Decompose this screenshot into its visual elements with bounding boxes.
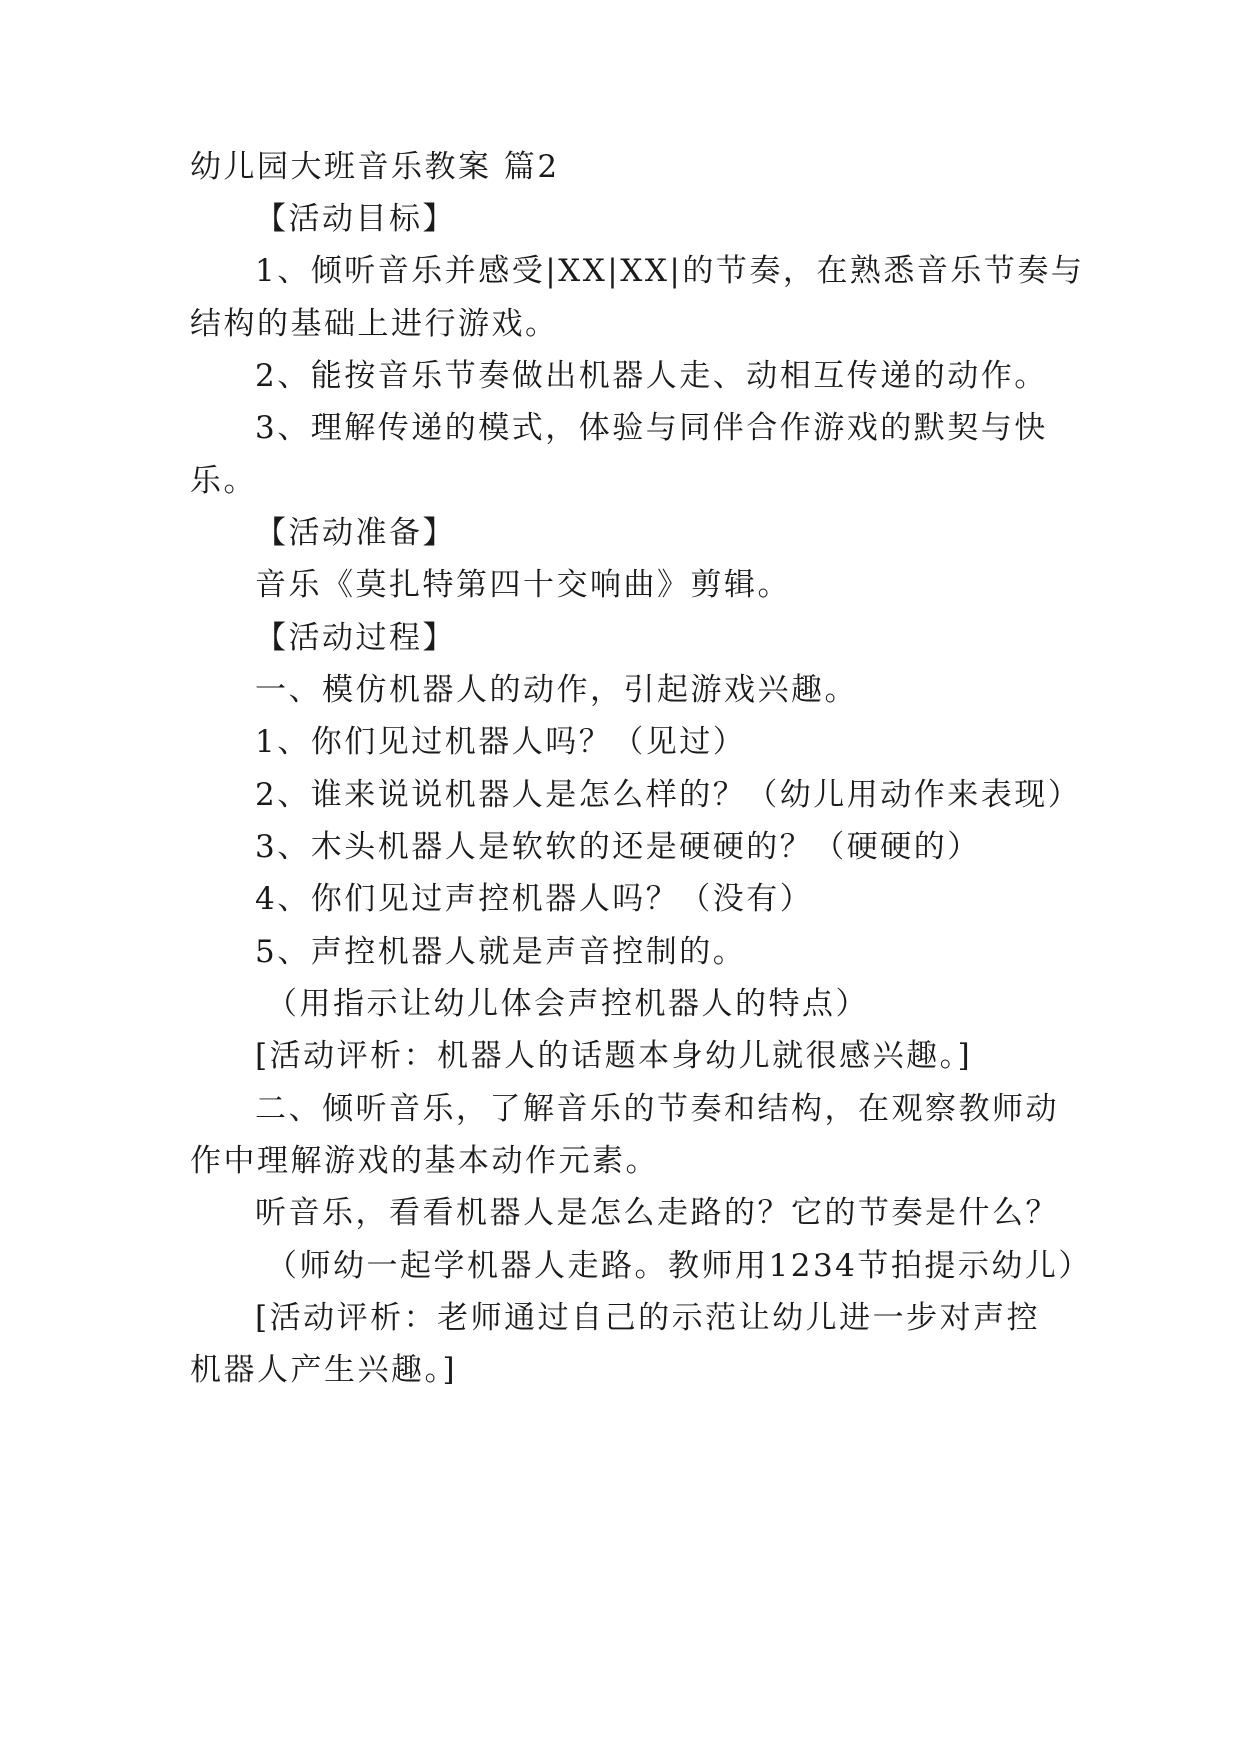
paragraph-line: 3、理解传递的模式，体验与同伴合作游戏的默契与快 [255,410,1048,446]
section-heading-goals: 【活动目标】 [255,201,456,237]
paragraph-line: （用指示让幼儿体会声控机器人的特点） [266,986,869,1022]
paragraph-line: 音乐《莫扎特第四十交响曲》剪辑。 [255,567,791,603]
paragraph-line: 2、能按音乐节奏做出机器人走、动相互传递的动作。 [255,358,1048,394]
document-title: 幼儿园大班音乐教案 篇2 [190,149,560,185]
paragraph-line: 1、倾听音乐并感受|XX|XX|的节奏，在熟悉音乐节奏与 [255,253,1085,289]
paragraph-line: 结构的基础上进行游戏。 [190,306,559,342]
paragraph-line: 作中理解游戏的基本动作元素。 [190,1143,659,1179]
paragraph-line: 3、木头机器人是软软的还是硬硬的？（硬硬的） [255,829,981,865]
commentary-line: [活动评析：老师通过自己的示范让幼儿进一步对声控 [255,1300,1041,1336]
section-heading-preparation: 【活动准备】 [255,515,456,551]
section-heading-process: 【活动过程】 [255,620,456,656]
paragraph-line: 听音乐，看看机器人是怎么走路的？它的节奏是什么？ [255,1195,1059,1231]
commentary-line: [活动评析：机器人的话题本身幼儿就很感兴趣。] [255,1038,973,1074]
paragraph-line: 4、你们见过声控机器人吗？（没有） [255,881,814,917]
paragraph-line: 1、你们见过机器人吗？（见过） [255,724,747,760]
paragraph-line: 一、模仿机器人的动作，引起游戏兴趣。 [255,672,858,708]
commentary-line: 机器人产生兴趣。] [190,1352,458,1388]
paragraph-line: （师幼一起学机器人走路。教师用1234节拍提示幼儿） [266,1248,1092,1284]
paragraph-line: 乐。 [190,463,257,499]
paragraph-line: 5、声控机器人就是声音控制的。 [255,934,747,970]
paragraph-line: 二、倾听音乐，了解音乐的节奏和结构，在观察教师动 [255,1091,1059,1127]
paragraph-line: 2、谁来说说机器人是怎么样的？（幼儿用动作来表现） [255,777,1082,813]
